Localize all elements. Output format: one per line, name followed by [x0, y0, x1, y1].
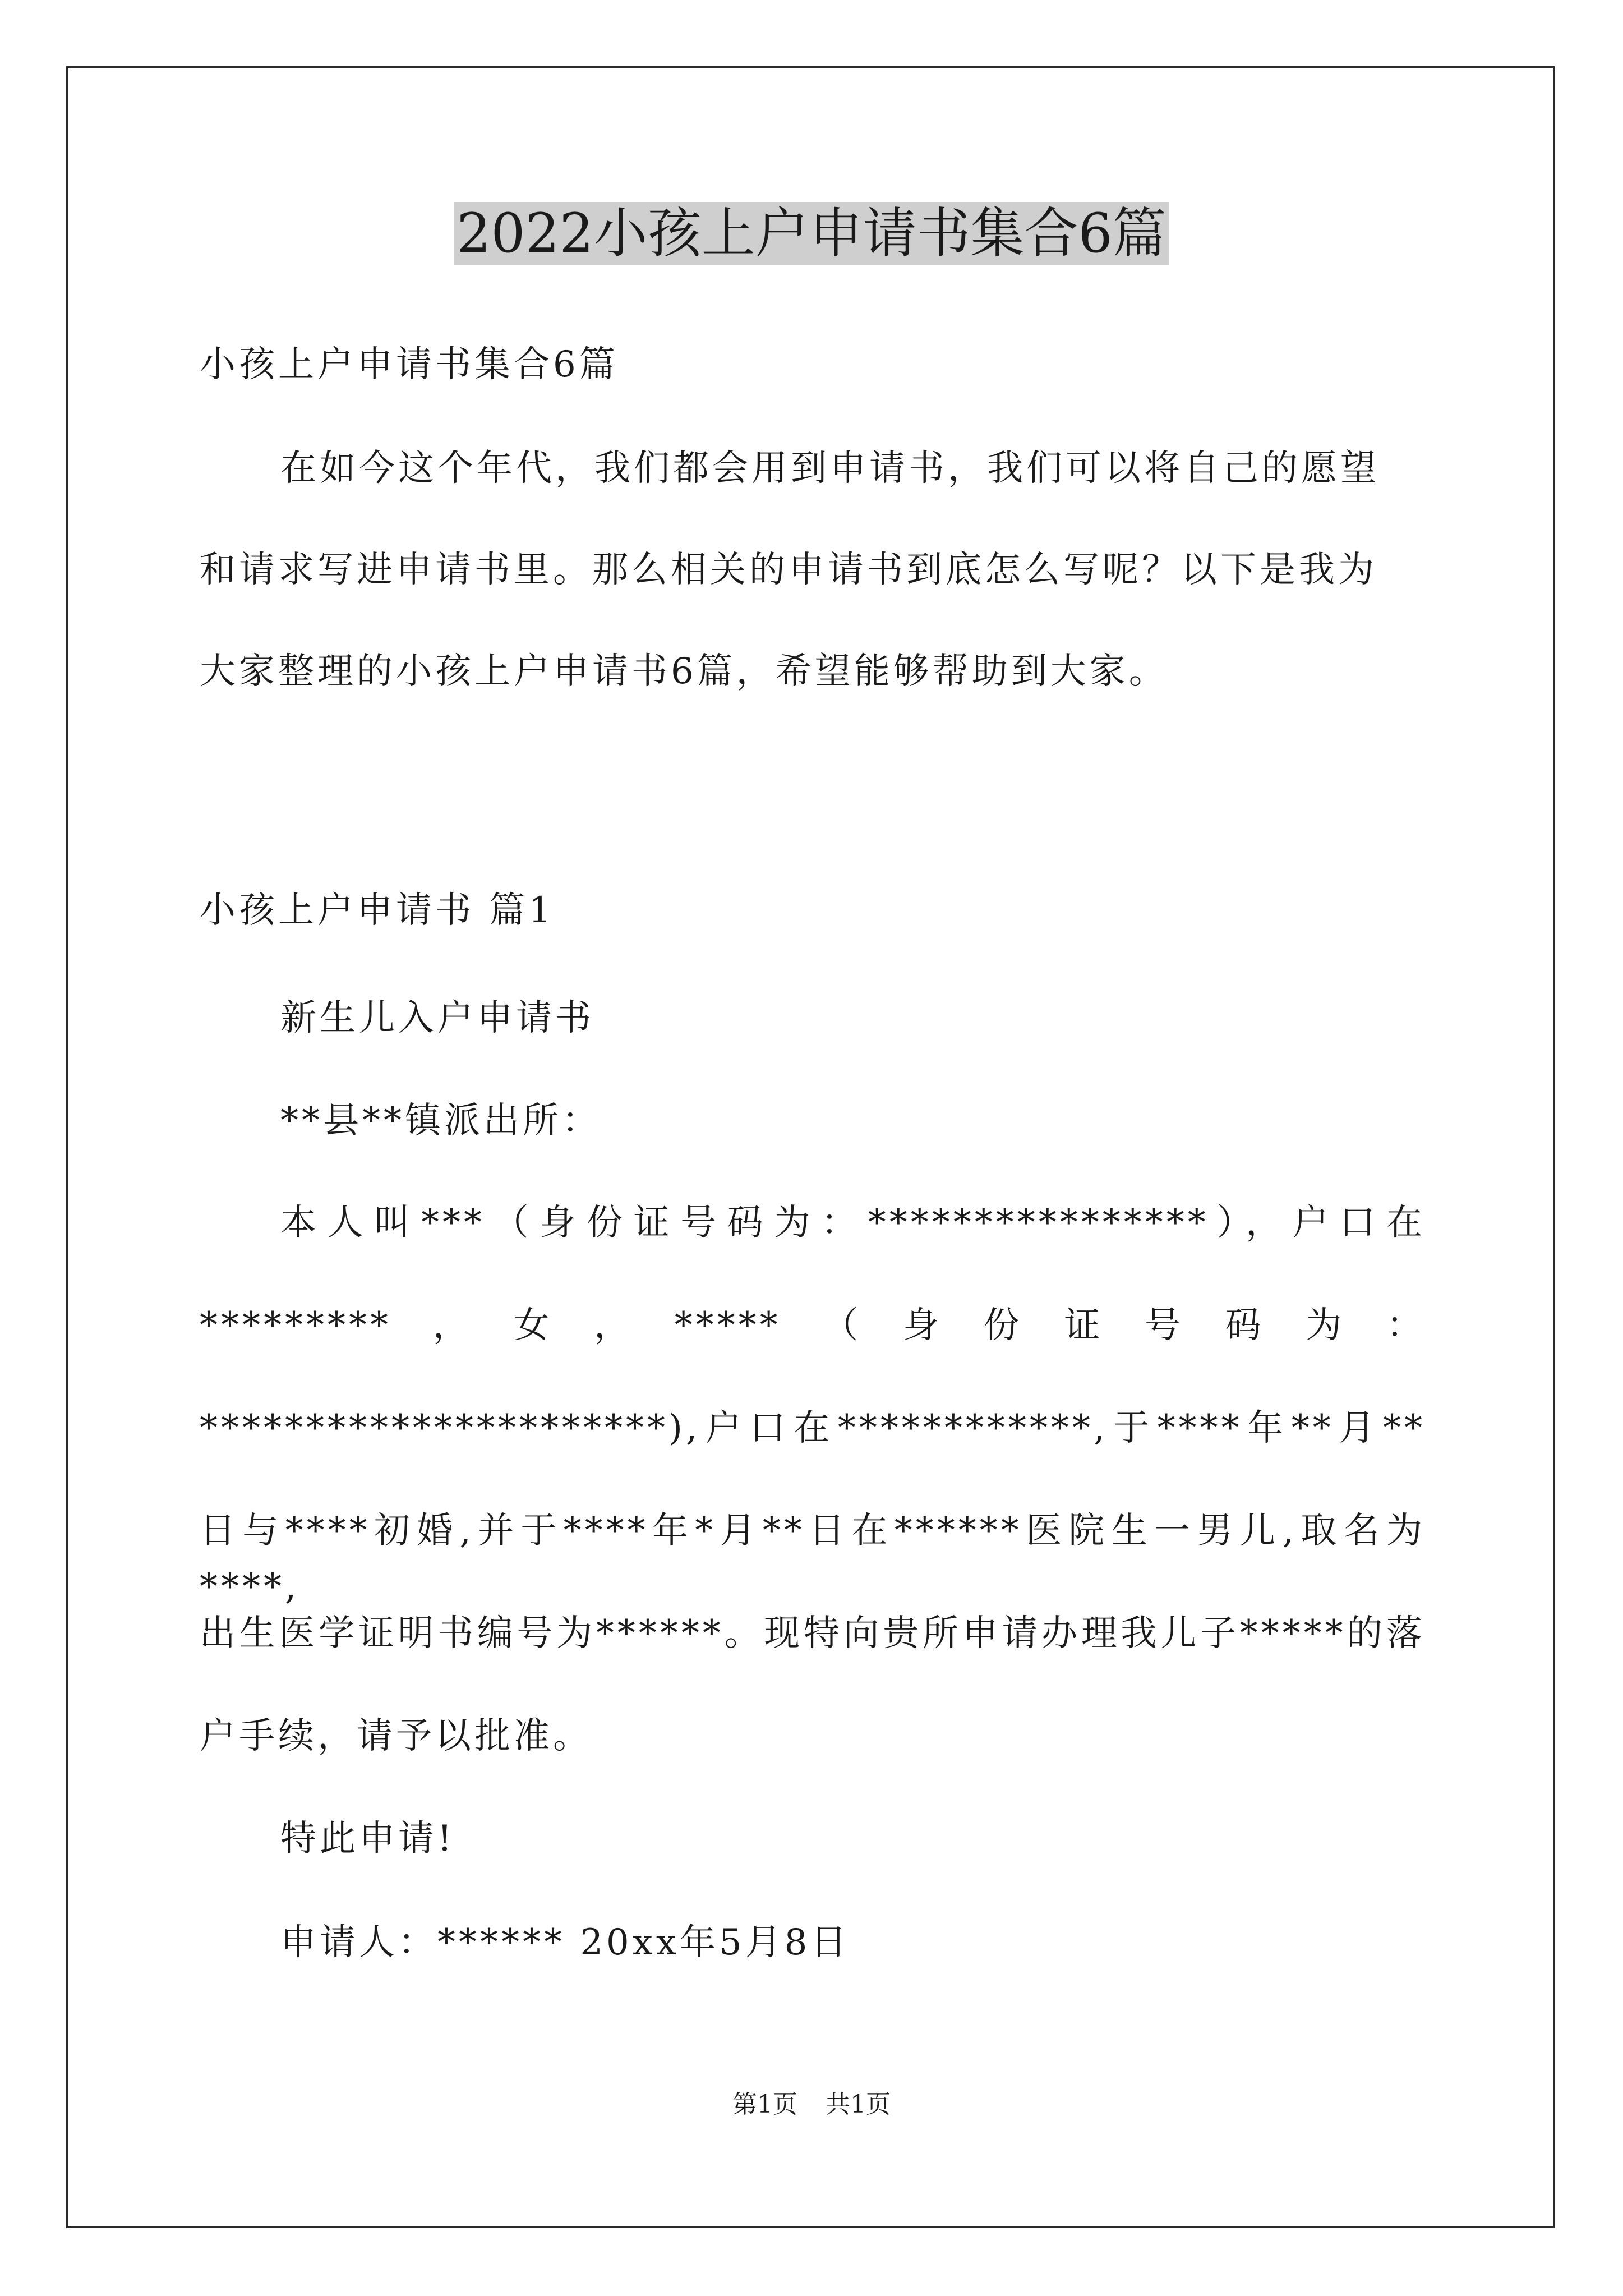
intro-line-1: 在如今这个年代，我们都会用到申请书，我们可以将自己的愿望: [280, 448, 1380, 489]
page-number-current: 第1页: [732, 2090, 797, 2119]
letter-signature: 申请人：****** 20xx年5月8日: [280, 1922, 850, 1963]
intro-line-2: 和请求写进申请书里。那么相关的申请书到底怎么写呢？以下是我为: [200, 549, 1377, 591]
section-heading: 小孩上户申请书 篇1: [200, 890, 555, 931]
letter-title: 新生儿入户申请书: [280, 997, 594, 1039]
letter-salutation: **县**镇派出所：: [280, 1100, 601, 1142]
page-number-total: 共1页: [826, 2090, 891, 2119]
letter-body-line-5: 出生医学证明书编号为******。现特向贵所申请办理我儿子*****的落: [200, 1613, 1426, 1654]
intro-line-3: 大家整理的小孩上户申请书6篇，希望能够帮助到大家。: [200, 651, 1168, 692]
letter-body-line-6: 户手续，请予以批准。: [200, 1715, 592, 1757]
page-footer: [0, 2088, 1623, 2122]
letter-body-line-1: 本人叫***（身份证号码为：****************），户口在: [280, 1202, 1426, 1244]
document-subtitle: 小孩上户申请书集合6篇: [200, 344, 619, 385]
document-title: [0, 194, 1623, 273]
letter-closing: 特此申请!: [280, 1818, 455, 1860]
letter-body-line-3: **********************),户口在************,于****年**月**: [200, 1407, 1426, 1449]
letter-body-line-2: *********，女，*****（身份证号码为：: [200, 1305, 1426, 1346]
document-title-text: 2022小孩上户申请书集合6篇: [454, 202, 1168, 265]
letter-body-line-4: 日与****初婚,并于****年*月**日在******医院生一男儿,取名为****,: [200, 1510, 1426, 1608]
